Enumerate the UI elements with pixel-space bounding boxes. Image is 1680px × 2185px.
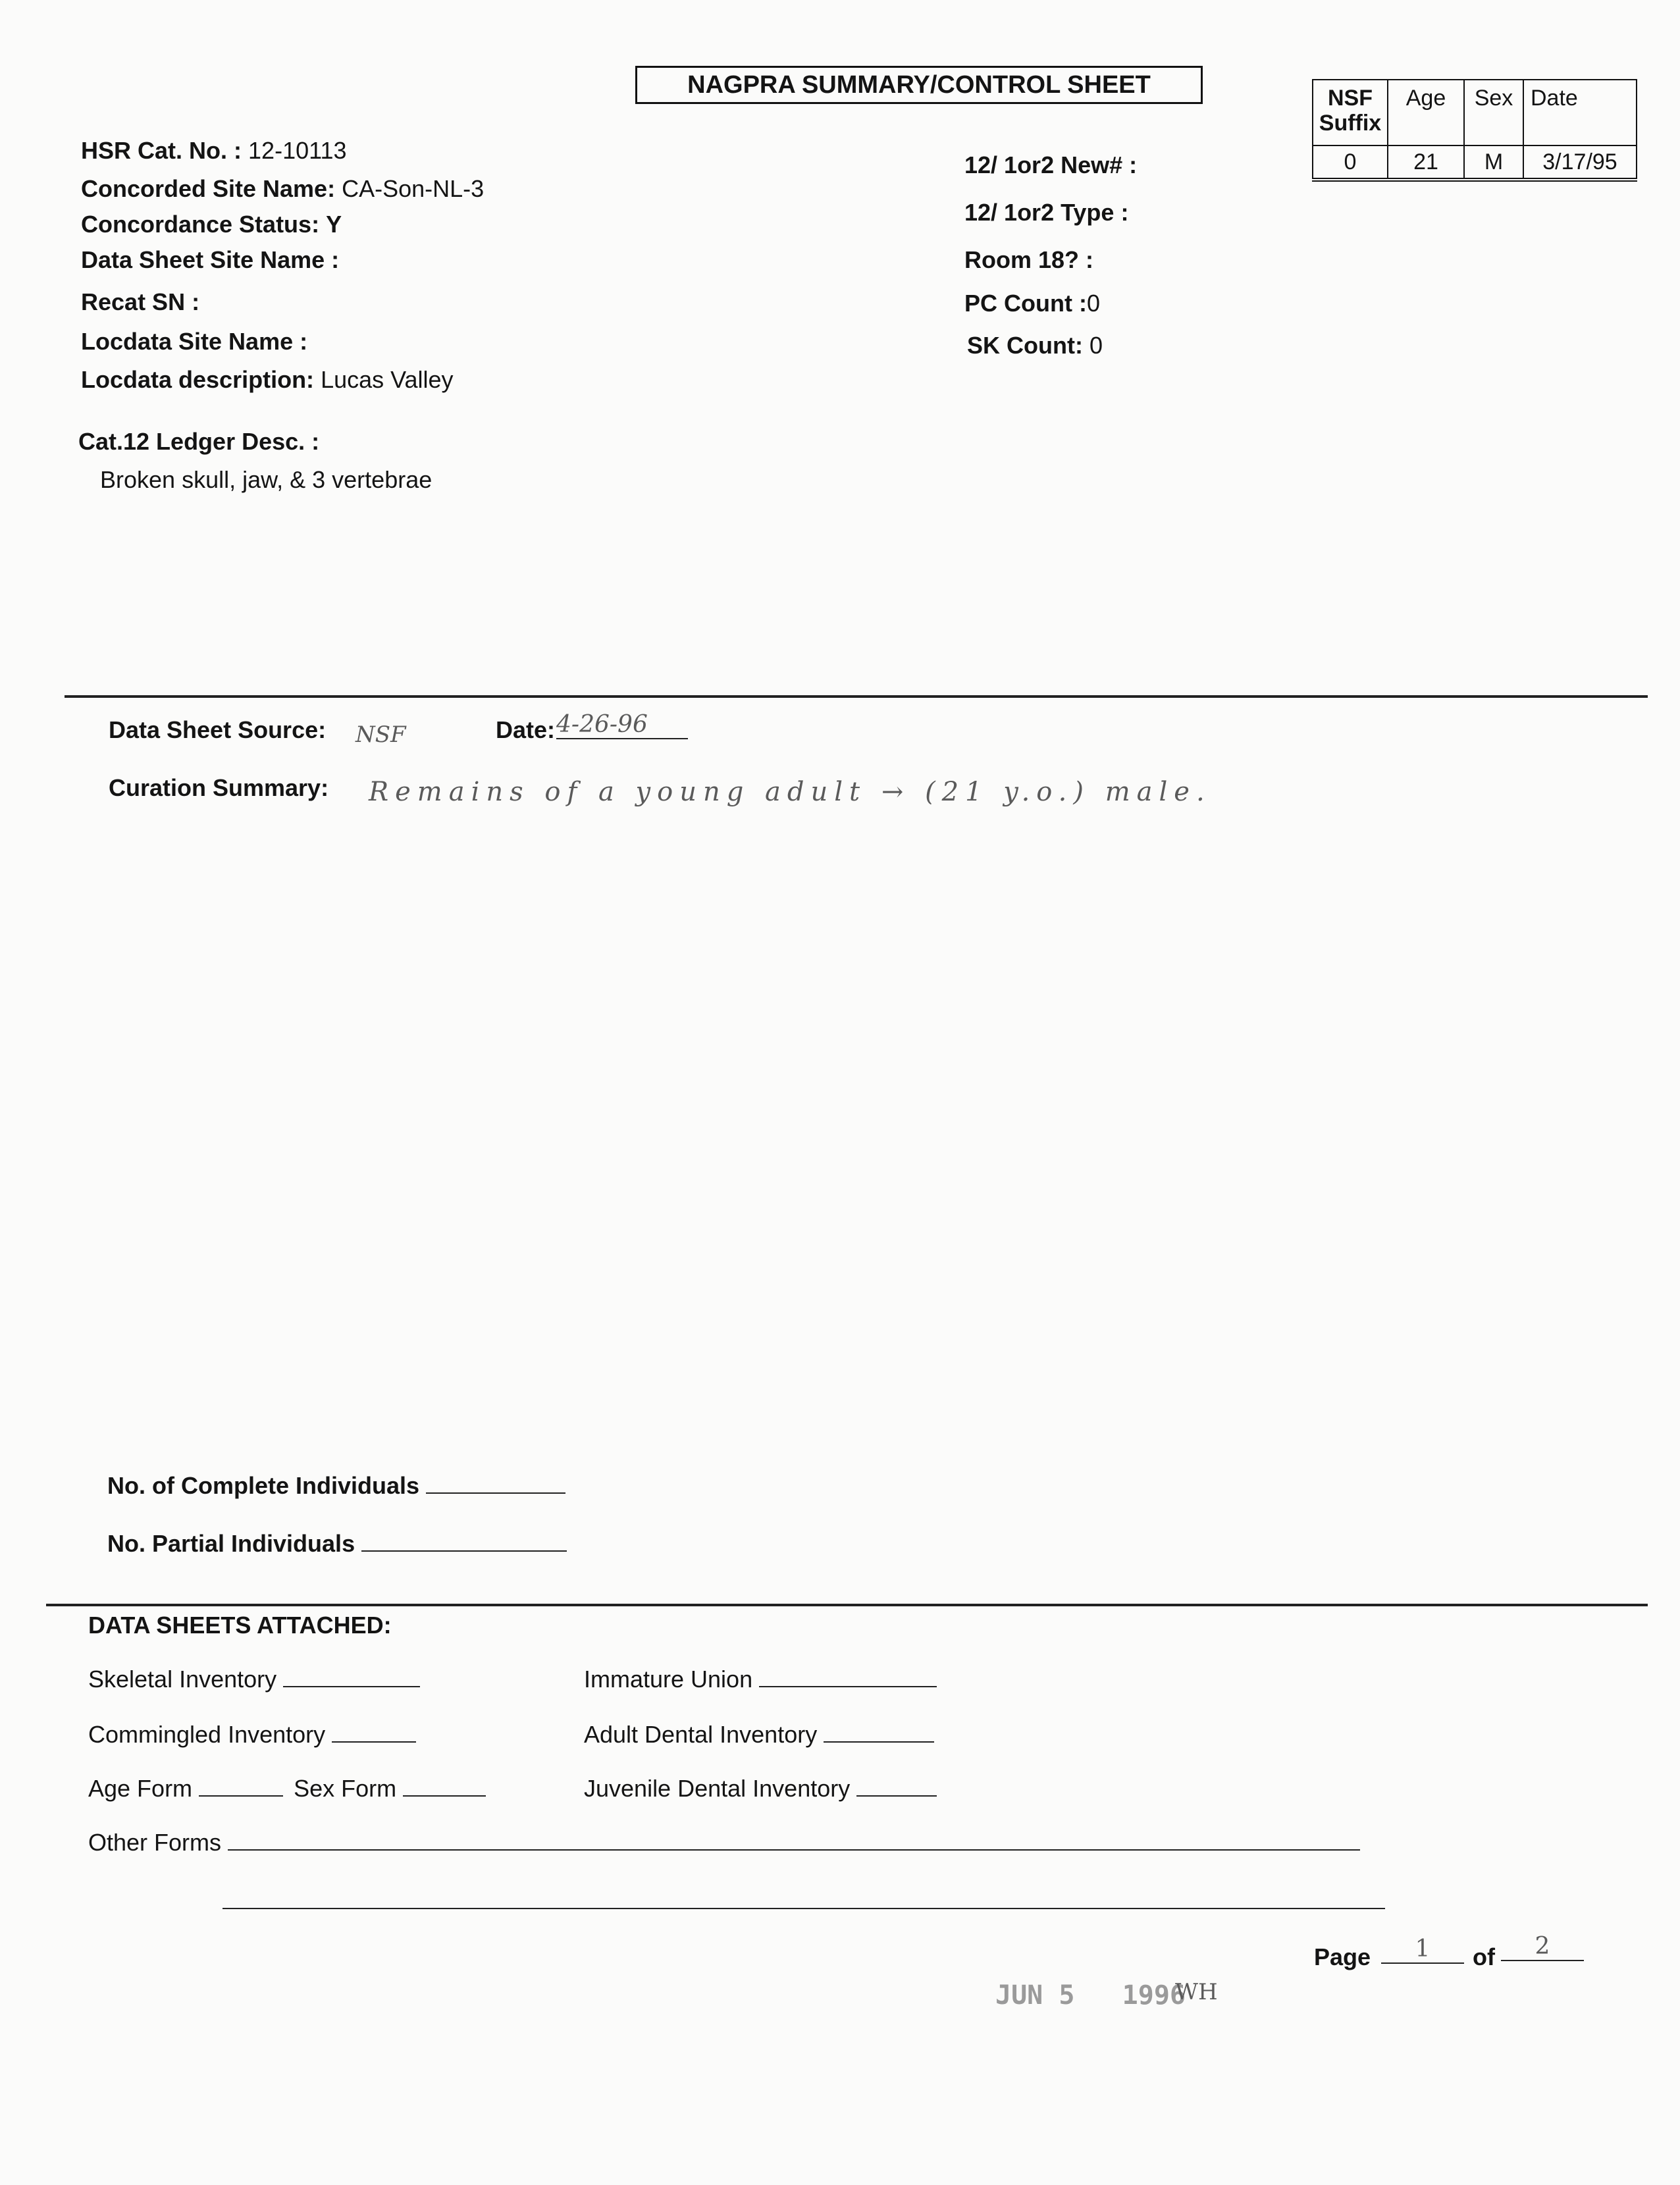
locdata-desc-row	[81, 366, 454, 394]
page-number: 1	[1381, 1935, 1464, 1964]
locdata-desc-label: Locdata description:	[81, 366, 315, 393]
source-value: NSF	[355, 722, 406, 748]
concorded-value: CA-Son-NL-3	[342, 175, 485, 202]
data-sheet-site-label: Data Sheet Site Name :	[81, 246, 340, 273]
nsf-suffix-value: 0	[1313, 145, 1388, 180]
ledger-value: Broken skull, jaw, & 3 vertebrae	[100, 466, 433, 493]
received-date-stamp: JUN 5 1996	[995, 1980, 1186, 2011]
nsf-table	[1312, 79, 1637, 182]
attached-divider	[46, 1604, 1648, 1606]
section-divider	[65, 695, 1648, 698]
age-form-blank[interactable]	[199, 1776, 283, 1797]
pc-count-row	[964, 290, 1100, 317]
commingled-row	[88, 1721, 416, 1749]
complete-individuals-label: No. of Complete Individuals	[107, 1472, 420, 1499]
other-forms-label: Other Forms	[88, 1829, 222, 1856]
other-forms-blank-2[interactable]	[223, 1908, 1385, 1909]
source-label: Data Sheet Source:	[109, 716, 327, 743]
sk-count-row	[967, 332, 1103, 359]
partial-individuals-row	[107, 1530, 567, 1558]
immature-blank[interactable]	[759, 1666, 937, 1687]
skeletal-row	[88, 1666, 420, 1693]
concorded-row	[81, 175, 484, 203]
hsr-cat-label: HSR Cat. No. :	[81, 137, 242, 164]
attached-heading: DATA SHEETS ATTACHED:	[88, 1612, 392, 1639]
immature-row	[584, 1666, 937, 1693]
other-forms-row	[88, 1829, 1360, 1856]
sk-count-value: 0	[1089, 332, 1103, 359]
complete-individuals-blank[interactable]	[426, 1473, 565, 1494]
nsf-suffix-header: NSF Suffix	[1313, 80, 1388, 145]
sex-form-label: Sex Form	[294, 1775, 397, 1802]
locdata-desc-value: Lucas Valley	[321, 366, 454, 393]
sex-form-blank[interactable]	[403, 1776, 486, 1797]
commingled-label: Commingled Inventory	[88, 1721, 326, 1748]
sex-header: Sex	[1464, 80, 1523, 145]
skeletal-label: Skeletal Inventory	[88, 1666, 277, 1693]
adult-dental-row	[584, 1721, 934, 1749]
juvenile-dental-row	[584, 1775, 937, 1803]
curation-label: Curation Summary:	[109, 774, 329, 801]
adult-dental-label: Adult Dental Inventory	[584, 1721, 818, 1748]
partial-individuals-label: No. Partial Individuals	[107, 1530, 355, 1557]
age-form-label: Age Form	[88, 1775, 193, 1802]
concordance-value: Y	[326, 211, 342, 238]
source-date-value: 4-26-96	[556, 711, 688, 739]
complete-individuals-row	[107, 1472, 565, 1500]
sk-count-label: SK Count:	[967, 332, 1083, 359]
date-header: Date	[1523, 80, 1637, 145]
juvenile-dental-label: Juvenile Dental Inventory	[584, 1775, 851, 1802]
age-value: 21	[1388, 145, 1464, 180]
commingled-blank[interactable]	[332, 1722, 416, 1743]
page-of-label: of	[1473, 1943, 1495, 1970]
page-label: Page	[1314, 1943, 1371, 1970]
stamp-initials: WH	[1175, 1979, 1218, 2005]
age-header: Age	[1388, 80, 1464, 145]
hsr-cat-row	[81, 137, 347, 165]
source-date-label: Date:	[496, 716, 556, 743]
juvenile-dental-blank[interactable]	[856, 1776, 937, 1797]
partial-individuals-blank[interactable]	[361, 1531, 567, 1552]
sex-value: M	[1464, 145, 1523, 180]
pc-count-label: PC Count :	[964, 290, 1087, 317]
skeletal-blank[interactable]	[283, 1666, 420, 1687]
concordance-label: Concordance Status:	[81, 211, 320, 238]
type-label: 12/ 1or2 Type :	[964, 199, 1129, 226]
concorded-label: Concorded Site Name:	[81, 175, 336, 202]
date-value: 3/17/95	[1523, 145, 1637, 180]
form-title: NAGPRA SUMMARY/CONTROL SHEET	[635, 66, 1203, 104]
hsr-cat-value: 12-10113	[248, 137, 347, 164]
ledger-label: Cat.12 Ledger Desc. :	[78, 428, 320, 455]
recat-label: Recat SN :	[81, 288, 200, 315]
new-number-label: 12/ 1or2 New# :	[964, 151, 1138, 178]
page-total: 2	[1501, 1933, 1584, 1961]
concordance-row	[81, 211, 342, 238]
other-forms-blank[interactable]	[228, 1830, 1360, 1851]
curation-value: Remains of a young adult → (21 y.o.) male.	[369, 777, 1211, 807]
adult-dental-blank[interactable]	[824, 1722, 934, 1743]
locdata-site-label: Locdata Site Name :	[81, 328, 308, 355]
room-label: Room 18? :	[964, 246, 1094, 273]
pc-count-value: 0	[1086, 290, 1100, 317]
immature-label: Immature Union	[584, 1666, 753, 1693]
age-sex-row	[88, 1775, 486, 1803]
